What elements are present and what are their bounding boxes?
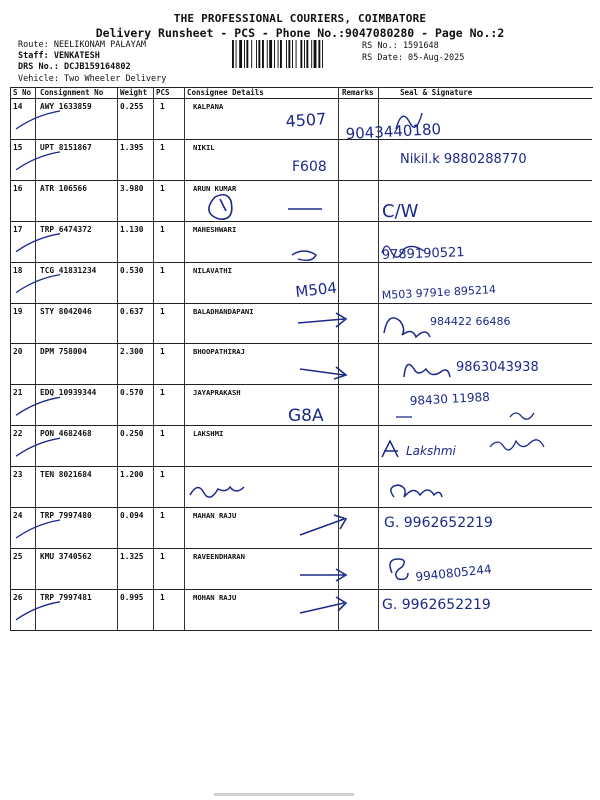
- row-pcs: 1: [160, 470, 165, 480]
- row-consignment-no: EDQ 10939344: [40, 388, 97, 398]
- tick-mark: [16, 397, 60, 415]
- row-weight: 0.250: [120, 429, 144, 439]
- barcode-bar: [262, 40, 264, 68]
- handwritten-mark: [292, 251, 316, 260]
- row-pcs: 1: [160, 183, 165, 193]
- handwritten-remarks-15: F608: [292, 159, 327, 175]
- barcode-bar: [314, 40, 317, 68]
- row-consignee: MOHAN RAJU: [193, 592, 237, 602]
- row-consignee: NIKIL: [193, 142, 215, 152]
- handwritten-name-15: Nikil.k 9880288770: [400, 152, 527, 167]
- tick-mark: [16, 275, 60, 293]
- header-right-block: [362, 40, 464, 64]
- row-weight: 2.300: [120, 347, 144, 357]
- row-consignee: LAKSHMI: [193, 429, 224, 439]
- row-weight: 1.395: [120, 142, 144, 152]
- row-consignee: BALADHANDAPANI: [193, 306, 254, 316]
- col-header-weight: Weight: [120, 88, 148, 97]
- row-weight: 1.325: [120, 551, 144, 561]
- barcode-bar: [236, 40, 237, 68]
- col-header-remarks: Remarks: [342, 88, 374, 97]
- rs-number: RS No.: 1591648: [362, 41, 439, 51]
- row-sno: 20: [13, 347, 23, 357]
- vehicle-label: Vehicle: Two Wheeler Delivery: [18, 73, 167, 84]
- handwritten-remarks-18: M504: [294, 278, 338, 301]
- row-sno: 22: [13, 429, 23, 439]
- tick-mark: [16, 438, 60, 456]
- rs-date: RS Date: 05-Aug-2025: [362, 53, 465, 63]
- arrow-mark: [300, 367, 346, 379]
- footer-scan-mark: [214, 793, 354, 796]
- barcode-bar: [232, 40, 234, 68]
- route-label: Route: NEELIKONAM PALAYAM: [18, 40, 146, 50]
- barcode-bar: [306, 40, 308, 68]
- row-consignment-no: TRP 7997480: [40, 511, 92, 520]
- barcode-bar: [286, 40, 287, 68]
- barcode-bar: [318, 40, 320, 68]
- handwritten-signature-21: 98430 11988: [409, 389, 491, 408]
- row-consignee: RAVEENDHARAN: [193, 551, 245, 561]
- barcode-bar: [322, 40, 323, 68]
- barcode-bar: [258, 40, 260, 68]
- signature-scribble: [390, 559, 408, 579]
- row-sno: 26: [13, 592, 23, 602]
- row-pcs: 1: [160, 306, 165, 316]
- tick-mark: [16, 152, 60, 170]
- company-title: THE PROFESSIONAL COURIERS, COIMBATORE: [173, 12, 427, 25]
- row-weight: 0.637: [120, 306, 144, 316]
- col-header-pcs: PCS: [156, 88, 170, 97]
- row-pcs: 1: [160, 429, 165, 439]
- row-consignment-no: TRP 6474372: [40, 224, 92, 234]
- row-sno: 17: [13, 224, 23, 234]
- row-consignment-no: PON 4682468: [40, 429, 92, 439]
- arrow-mark: [300, 597, 346, 613]
- handwritten-signature-26: G. 9962652219: [382, 597, 491, 613]
- barcode-bar: [274, 40, 275, 68]
- tick-mark: [16, 602, 60, 620]
- col-header-sno: S No: [13, 88, 32, 97]
- row-consignment-no: AWY 1633859: [40, 102, 92, 111]
- handwritten-signature-18: M503 9791e 895214: [381, 283, 497, 302]
- row-sno: 23: [13, 470, 23, 480]
- row-weight: 1.130: [120, 224, 144, 234]
- handwritten-signature-19: 984422 66486: [430, 315, 511, 328]
- row-sno: 16: [13, 183, 23, 193]
- col-header-signature: Seal & Signature: [400, 88, 473, 97]
- signature-scribble: [384, 318, 430, 337]
- row-pcs: 1: [160, 551, 165, 561]
- barcode-bar: [304, 40, 305, 68]
- arrow-mark: [298, 313, 346, 327]
- row-pcs: 1: [160, 347, 165, 357]
- row-pcs: 1: [160, 224, 165, 234]
- barcode-bar: [269, 40, 272, 68]
- row-sno: 15: [13, 142, 23, 152]
- handwritten-signature-24: G. 9962652219: [384, 515, 493, 531]
- barcode-bar: [239, 40, 242, 68]
- handwritten-remarks-21: G8A: [288, 406, 324, 426]
- row-pcs: 1: [160, 142, 165, 152]
- tick-mark: [16, 111, 60, 129]
- handwritten-signature-20: 9863043938: [456, 360, 539, 375]
- handwritten-signature-16: C/W: [382, 201, 419, 222]
- row-consignee: ARUN KUMAR: [193, 183, 237, 193]
- header-left-block: [18, 40, 166, 85]
- tick-mark: [16, 520, 60, 538]
- row-consignee: BHOOPATHIRAJ: [193, 347, 245, 357]
- barcode-bar: [251, 40, 252, 68]
- row-sno: 25: [13, 551, 23, 561]
- row-weight: 1.200: [120, 470, 144, 480]
- arrow-mark: [300, 515, 346, 535]
- signature-scribble: [490, 440, 544, 450]
- barcode-bar: [244, 40, 245, 68]
- barcode-bar: [280, 40, 282, 68]
- col-header-consignee: Consignee Details: [187, 88, 264, 97]
- row-weight: 0.094: [120, 511, 144, 520]
- handwritten-initial: [382, 441, 398, 457]
- row-weight: 0.255: [120, 102, 144, 111]
- row-consignment-no: KMU 3740562: [40, 551, 92, 561]
- handwriting-overlay: [10, 87, 594, 630]
- handwritten-signature-14: 9043440180: [345, 120, 442, 143]
- consignment-table: [10, 87, 594, 630]
- row-pcs: 1: [160, 102, 165, 111]
- row-pcs: 1: [160, 388, 165, 398]
- row-sno: 19: [13, 306, 23, 316]
- handwritten-circle-mark: [209, 195, 232, 219]
- barcode-bar: [296, 40, 297, 68]
- row-consignee: KALPANA: [193, 102, 224, 111]
- row-sno: 14: [13, 102, 23, 111]
- signature-scribble: [396, 413, 534, 419]
- col-header-consignment: Consignment No: [40, 88, 104, 97]
- row-consignment-no: UPT 8151867: [40, 142, 92, 152]
- barcode-bar: [278, 40, 279, 68]
- handwritten-tamil-note: [190, 487, 244, 497]
- row-consignee: MAHAN RAJU: [193, 511, 237, 520]
- signature-scribble: [391, 485, 442, 497]
- barcode-image: [232, 40, 354, 68]
- signature-scribble: [404, 365, 450, 378]
- staff-label: Staff: VENKATESH: [18, 51, 100, 62]
- row-consignee: NILAVATHI: [193, 265, 232, 275]
- row-sno: 21: [13, 388, 23, 398]
- handwritten-note-22: Lakshmi: [406, 444, 456, 458]
- drs-label: DRS No.: DCJB159164802: [18, 62, 131, 73]
- row-weight: 3.980: [120, 183, 144, 193]
- handwritten-flat-number: 4507: [284, 109, 327, 131]
- barcode-bar: [256, 40, 257, 68]
- barcode-bar: [267, 40, 268, 68]
- barcode-bar: [292, 40, 293, 68]
- tick-mark: [16, 234, 60, 252]
- row-consignee: MAHESHWARI: [193, 224, 237, 234]
- handwritten-signature-17: 9789190521: [381, 245, 465, 263]
- barcode-bar: [311, 40, 312, 68]
- row-consignment-no: STY 8042046: [40, 306, 92, 316]
- row-pcs: 1: [160, 265, 165, 275]
- barcode-bar: [246, 40, 248, 68]
- row-sno: 24: [13, 511, 23, 520]
- row-consignment-no: DPM 758004: [40, 347, 87, 357]
- row-consignment-no: TRP 7997481: [40, 592, 92, 602]
- handwritten-signature-25: 9940805244: [414, 562, 493, 584]
- row-weight: 0.530: [120, 265, 144, 275]
- row-weight: 0.570: [120, 388, 144, 398]
- barcode-bar: [300, 40, 302, 68]
- row-sno: 18: [13, 265, 23, 275]
- row-consignment-no: TEN 8021684: [40, 470, 92, 480]
- runsheet-subtitle: Delivery Runsheet - PCS - Phone No.:9047080280 - Page No.:2: [95, 26, 505, 40]
- row-pcs: 1: [160, 511, 165, 520]
- row-pcs: 1: [160, 592, 165, 602]
- row-consignment-no: ATR 106566: [40, 183, 87, 193]
- arrow-mark: [300, 569, 346, 581]
- row-consignee: JAYAPRAKASH: [193, 388, 241, 398]
- row-weight: 0.995: [120, 592, 144, 602]
- barcode-bar: [288, 40, 290, 68]
- row-consignment-no: TCG 41831234: [40, 265, 97, 275]
